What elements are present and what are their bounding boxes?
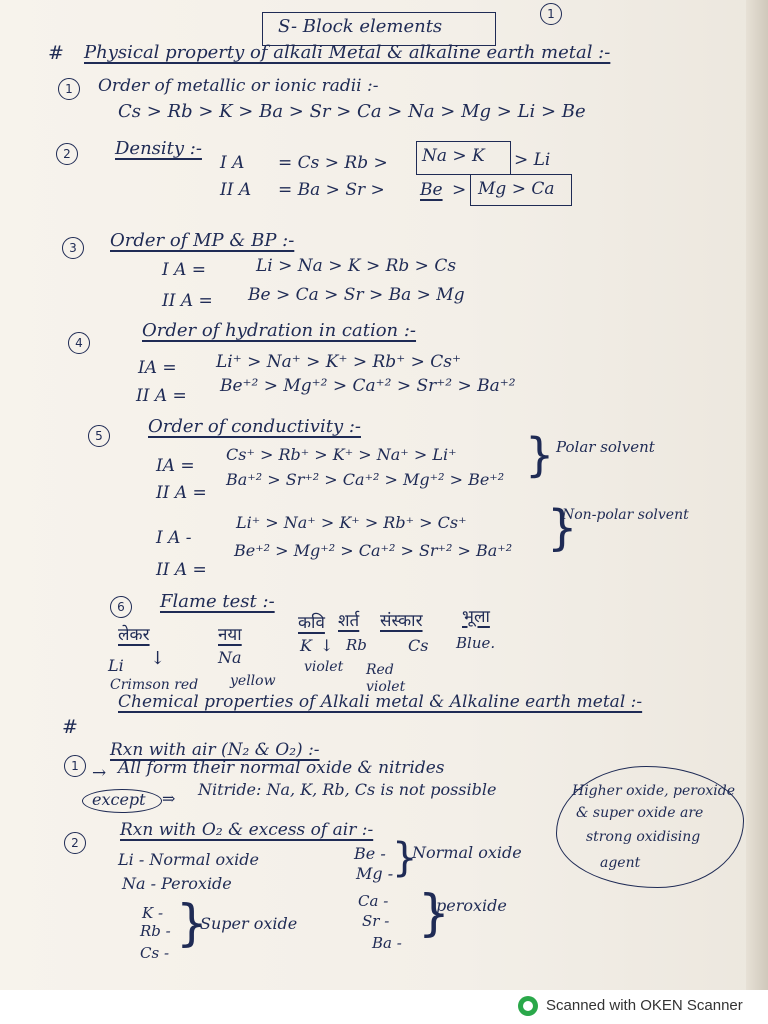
hydration-iia-label: II A = <box>136 386 187 406</box>
mp-iia-order: Be > Ca > Sr > Ba > Mg <box>248 285 465 305</box>
page-number: 1 <box>540 3 562 25</box>
oxide-rb: Rb - <box>140 922 171 940</box>
nonpolar-brace: } <box>547 500 578 556</box>
oxide-cs: Cs - <box>140 944 170 962</box>
oxide-be: Be - <box>354 844 386 863</box>
density-iia-pre: = Ba > Sr > <box>278 180 385 200</box>
section-1-number: 1 <box>58 78 80 100</box>
section-2-number: 2 <box>56 143 78 165</box>
section-6-title: Flame test :- <box>160 591 275 612</box>
conductivity-ia-label: IA = <box>156 456 195 476</box>
hydration-ia-order: Li⁺ > Na⁺ > K⁺ > Rb⁺ > Cs⁺ <box>216 352 461 372</box>
density-ia-pre: = Cs > Rb > <box>278 153 388 173</box>
section-4-number: 4 <box>68 332 90 354</box>
note-line-2: & super oxide are <box>576 805 704 821</box>
arrow-k: ↓ <box>320 636 334 655</box>
nonpolar-solvent-label: Non-polar solvent <box>562 507 689 523</box>
density-iia-mid: > <box>452 180 467 200</box>
flame-el-cs: Cs <box>408 636 429 655</box>
density-iia-label: II A <box>220 180 252 200</box>
section-5-number: 5 <box>88 425 110 447</box>
mnemonic-word-4: शर्त <box>338 611 360 631</box>
flame-yellow: yellow <box>230 673 276 689</box>
oxide-na: Na - Peroxide <box>122 874 232 893</box>
note-line-1: Higher oxide, peroxide <box>572 783 736 799</box>
oxide-sr: Sr - <box>362 912 390 930</box>
oxide-li: Li - Normal oxide <box>118 850 259 869</box>
hydration-ia-label: IA = <box>138 358 177 378</box>
normal-oxide-brace: } <box>392 835 418 881</box>
section-3-title: Order of MP & BP :- <box>110 230 295 251</box>
arrow-li: ↓ <box>150 648 166 669</box>
chem-1-line: All form their normal oxide & nitrides <box>118 758 445 778</box>
chem-1-title: Rxn with air (N₂ & O₂) :- <box>110 740 320 760</box>
peroxide-brace: } <box>418 884 450 942</box>
density-ia-boxed: Na > K <box>422 146 485 166</box>
section-5-title: Order of conductivity :- <box>148 416 361 437</box>
chem-2-title: Rxn with O₂ & excess of air :- <box>120 820 374 840</box>
oken-logo-icon <box>518 996 538 1016</box>
mp-iia-label: II A = <box>162 291 213 311</box>
flame-el-k: K <box>300 636 312 655</box>
oxide-ba: Ba - <box>372 934 402 952</box>
mnemonic-word-1: लेकर <box>118 625 150 645</box>
note-line-3: strong oxidising <box>586 829 701 845</box>
conductivity-iia2-label: II A = <box>156 560 207 580</box>
conductivity-iia2-order: Be⁺² > Mg⁺² > Ca⁺² > Sr⁺² > Ba⁺² <box>234 541 513 560</box>
flame-violet: violet <box>304 659 344 675</box>
density-iia-boxed: Mg > Ca <box>478 179 555 199</box>
mnemonic-word-3: कवि <box>298 613 325 633</box>
chemical-heading: Chemical properties of Alkali metal & Alkaline earth metal :- <box>118 692 643 712</box>
mnemonic-word-5: संस्कार <box>380 611 423 631</box>
page-binding-edge <box>746 0 768 990</box>
oxide-mg: Mg - <box>356 864 394 883</box>
mp-ia-label: I A = <box>162 260 207 280</box>
section-4-title: Order of hydration in cation :- <box>142 320 417 341</box>
conductivity-iia-order: Ba⁺² > Sr⁺² > Ca⁺² > Mg⁺² > Be⁺² <box>226 470 505 489</box>
polar-solvent-label: Polar solvent <box>556 438 655 456</box>
mnemonic-word-6: भूला <box>462 607 490 627</box>
radii-order: Cs > Rb > K > Ba > Sr > Ca > Na > Mg > Li > Be <box>118 101 586 122</box>
flame-el-rb: Rb <box>346 636 367 654</box>
polar-brace: } <box>525 428 555 482</box>
super-oxide-brace: } <box>176 894 208 952</box>
scanner-watermark: Scanned with OKEN Scanner <box>546 997 743 1014</box>
section-1-title: Order of metallic or ionic radii :- <box>98 76 379 96</box>
except-text: Nitride: Na, K, Rb, Cs is not possible <box>198 780 497 799</box>
chemical-heading-hash: # <box>62 716 78 738</box>
mnemonic-word-2: नया <box>218 625 242 645</box>
chem-2-number: 2 <box>64 832 86 854</box>
note-line-4: agent <box>600 855 641 871</box>
conductivity-ia2-label: I A - <box>156 528 192 548</box>
chem-1-arrow: → <box>92 763 107 783</box>
oxide-k: K - <box>142 904 164 922</box>
conductivity-ia-order: Cs⁺ > Rb⁺ > K⁺ > Na⁺ > Li⁺ <box>226 445 457 464</box>
hydration-iia-order: Be⁺² > Mg⁺² > Ca⁺² > Sr⁺² > Ba⁺² <box>220 376 516 396</box>
conductivity-iia-label: II A = <box>156 483 207 503</box>
normal-oxide-label: Normal oxide <box>412 843 522 862</box>
density-iia-be: Be <box>420 180 443 200</box>
physical-heading-hash: # <box>48 42 64 64</box>
density-ia-post: > Li <box>514 150 551 170</box>
super-oxide-label: Super oxide <box>200 914 298 933</box>
page-title: S- Block elements <box>278 16 443 37</box>
except-label: except <box>92 790 146 809</box>
chem-1-number: 1 <box>64 755 86 777</box>
section-2-title: Density :- <box>115 138 202 159</box>
oxide-ca: Ca - <box>358 892 389 910</box>
peroxide-label: peroxide <box>436 896 507 915</box>
flame-el-li: Li <box>108 656 124 675</box>
flame-crimson: Crimson red <box>110 677 199 693</box>
physical-heading: Physical property of alkali Metal & alkaline earth metal :- <box>84 42 611 63</box>
except-arrow: ⇒ <box>162 789 176 808</box>
conductivity-ia2-order: Li⁺ > Na⁺ > K⁺ > Rb⁺ > Cs⁺ <box>236 513 467 532</box>
flame-el-na: Na <box>218 648 242 667</box>
section-6-number: 6 <box>110 596 132 618</box>
flame-red-violet: Red violet <box>366 662 406 695</box>
mp-ia-order: Li > Na > K > Rb > Cs <box>256 256 457 276</box>
flame-blue: Blue. <box>456 634 496 652</box>
density-ia-label: I A <box>220 153 245 173</box>
section-3-number: 3 <box>62 237 84 259</box>
